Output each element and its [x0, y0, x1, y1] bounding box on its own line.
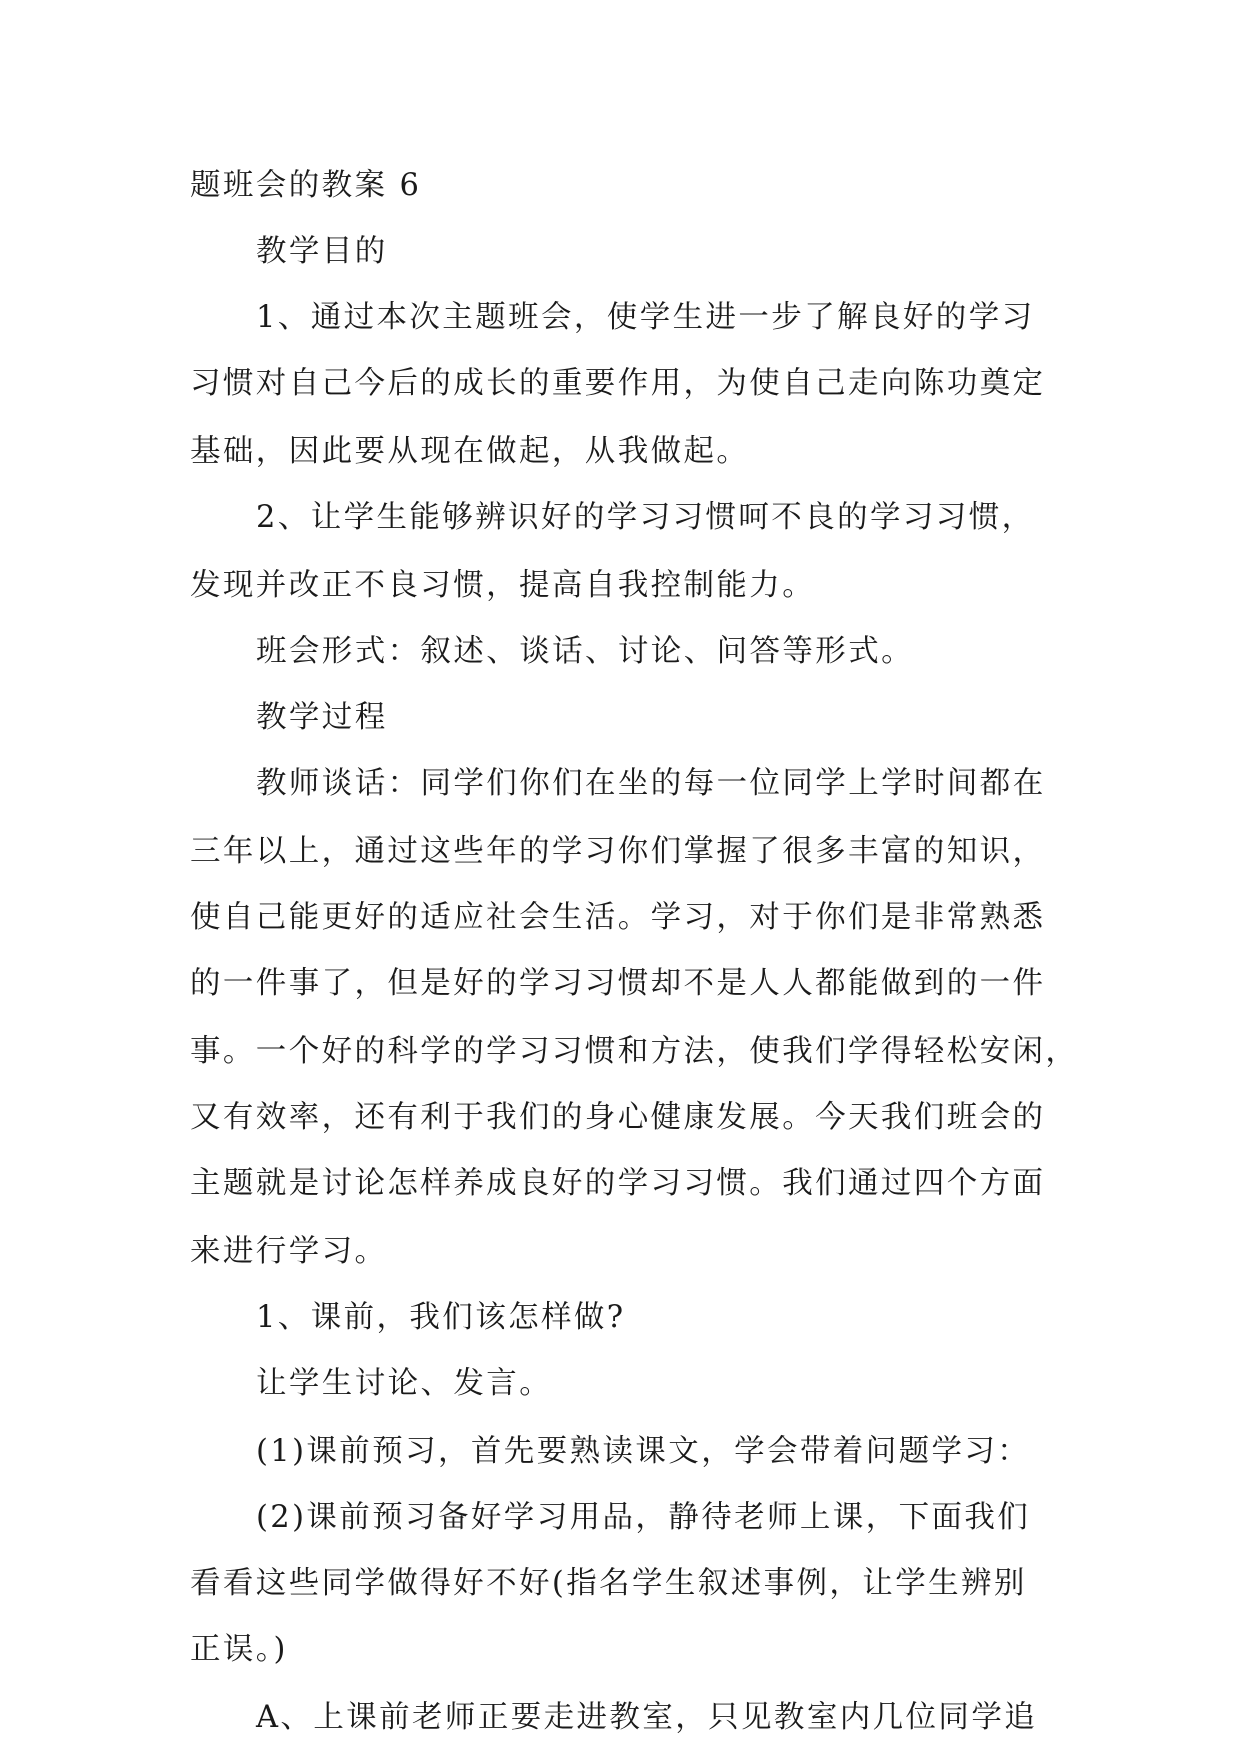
section-heading: 教学过程: [256, 700, 388, 735]
paragraph-line: 2、让学生能够辨识好的学习习惯呵不良的学习习惯，: [256, 500, 1035, 535]
paragraph-line: 让学生讨论、发言。: [256, 1366, 553, 1401]
paragraph-line: 来进行学习。: [190, 1234, 388, 1269]
paragraph-line: 发现并改正不良习惯，提高自我控制能力。: [190, 568, 816, 603]
paragraph-line: 1、通过本次主题班会，使学生进一步了解良好的学习: [256, 300, 1035, 335]
paragraph-line: 三年以上，通过这些年的学习你们掌握了很多丰富的知识，: [190, 834, 1046, 869]
paragraph-line: 事。一个好的科学的学习习惯和方法，使我们学得轻松安闲，: [190, 1034, 1079, 1069]
paragraph-line: 习惯对自己今后的成长的重要作用，为使自己走向陈功奠定: [190, 366, 1046, 401]
paragraph-line: 又有效率，还有利于我们的身心健康发展。今天我们班会的: [190, 1100, 1046, 1135]
paragraph-line: 1、课前，我们该怎样做?: [256, 1300, 626, 1335]
paragraph-line: 班会形式：叙述、谈话、讨论、问答等形式。: [256, 634, 914, 669]
section-heading: 教学目的: [256, 234, 388, 269]
paragraph-line: 正误。): [190, 1632, 288, 1667]
paragraph-line: 看看这些同学做得好不好(指名学生叙述事例，让学生辨别: [190, 1566, 1027, 1601]
paragraph-line: 基础，因此要从现在做起，从我做起。: [190, 434, 750, 469]
paragraph-line: 的一件事了，但是好的学习习惯却不是人人都能做到的一件: [190, 966, 1046, 1001]
paragraph-line: 使自己能更好的适应社会生活。学习，对于你们是非常熟悉: [190, 900, 1046, 935]
document-title: 题班会的教案 6: [190, 168, 422, 203]
paragraph-line: 主题就是讨论怎样养成良好的学习习惯。我们通过四个方面: [190, 1166, 1046, 1201]
paragraph-line: 教师谈话：同学们你们在坐的每一位同学上学时间都在: [256, 766, 1046, 801]
paragraph-line: (2)课前预习备好学习用品，静待老师上课，下面我们: [256, 1500, 1031, 1535]
paragraph-line: A、上课前老师正要走进教室，只见教室内几位同学追: [256, 1700, 1038, 1735]
paragraph-line: (1)课前预习，首先要熟读课文，学会带着问题学习：: [256, 1434, 1031, 1469]
